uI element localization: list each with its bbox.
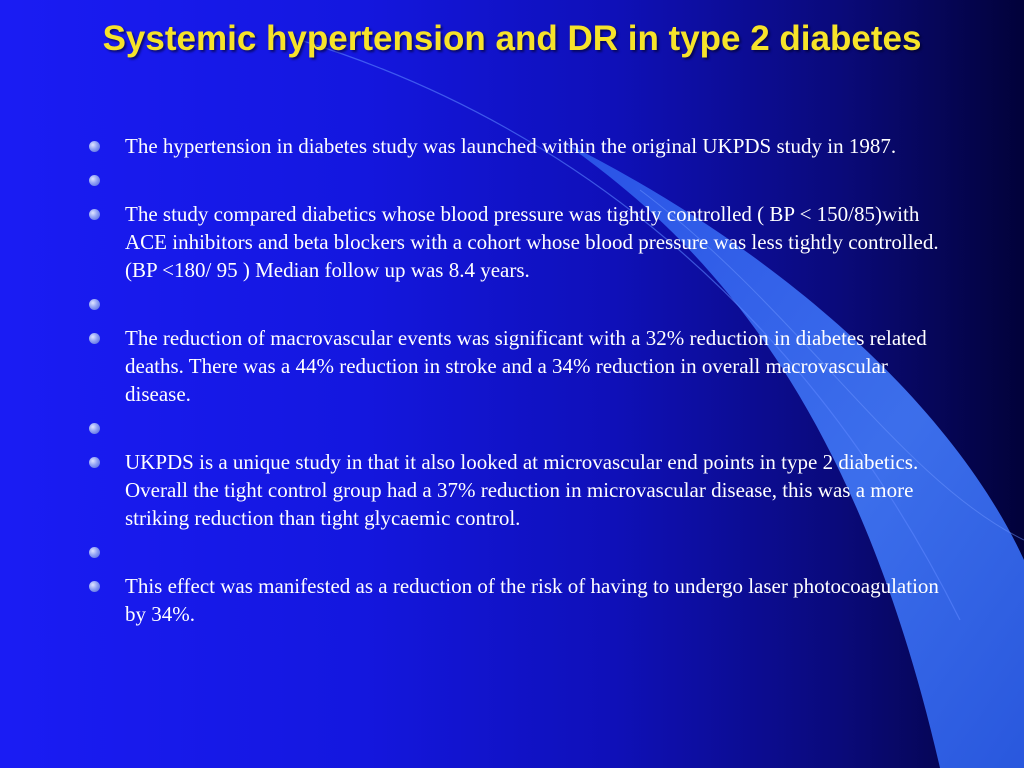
bullet-item [88,414,948,442]
bullet-dot-icon [89,299,100,310]
bullet-dot-icon [89,175,100,186]
bullet-dot-icon [89,141,100,152]
bullet-item [88,290,948,318]
bullet-item [88,538,948,566]
bullet-list [88,132,948,634]
bullet-dot-icon [89,209,100,220]
bullet-item [88,448,948,532]
bullet-text: The hypertension in diabetes study was launched within the original UKPDS study in 1987. [125,134,897,158]
bullet-text: The reduction of macrovascular events was significant with a 32% reduction in diabetes related deaths. There was a 44% reduction in stroke and a 34% reduction in overall macrovascular disease. [125,326,927,406]
bullet-text: The study compared diabetics whose blood pressure was tightly controlled ( BP < 150/85)with ACE inhibitors and beta blockers with a cohort whose blood pressure was less tightly controlled. (BP <180/ 95 ) Median follow up was 8.4 years. [125,202,939,282]
bullet-text: UKPDS is a unique study in that it also looked at microvascular end points in type 2 diabetics. Overall the tight control group had a 37% reduction in microvascular disease, this was a more striking reduction than tight glycaemic control. [125,450,919,530]
bullet-item [88,324,948,408]
bullet-dot-icon [89,423,100,434]
bullet-dot-icon [89,333,100,344]
bullet-text: This effect was manifested as a reduction of the risk of having to undergo laser photocoagulation by 34%. [125,574,939,626]
bullet-dot-icon [89,457,100,468]
bullet-item [88,132,948,160]
bullet-item [88,572,948,628]
bullet-dot-icon [89,547,100,558]
bullet-item [88,200,948,284]
bullet-dot-icon [89,581,100,592]
bullet-item [88,166,948,194]
slide-title: Systemic hypertension and DR in type 2 diabetes [102,19,922,58]
